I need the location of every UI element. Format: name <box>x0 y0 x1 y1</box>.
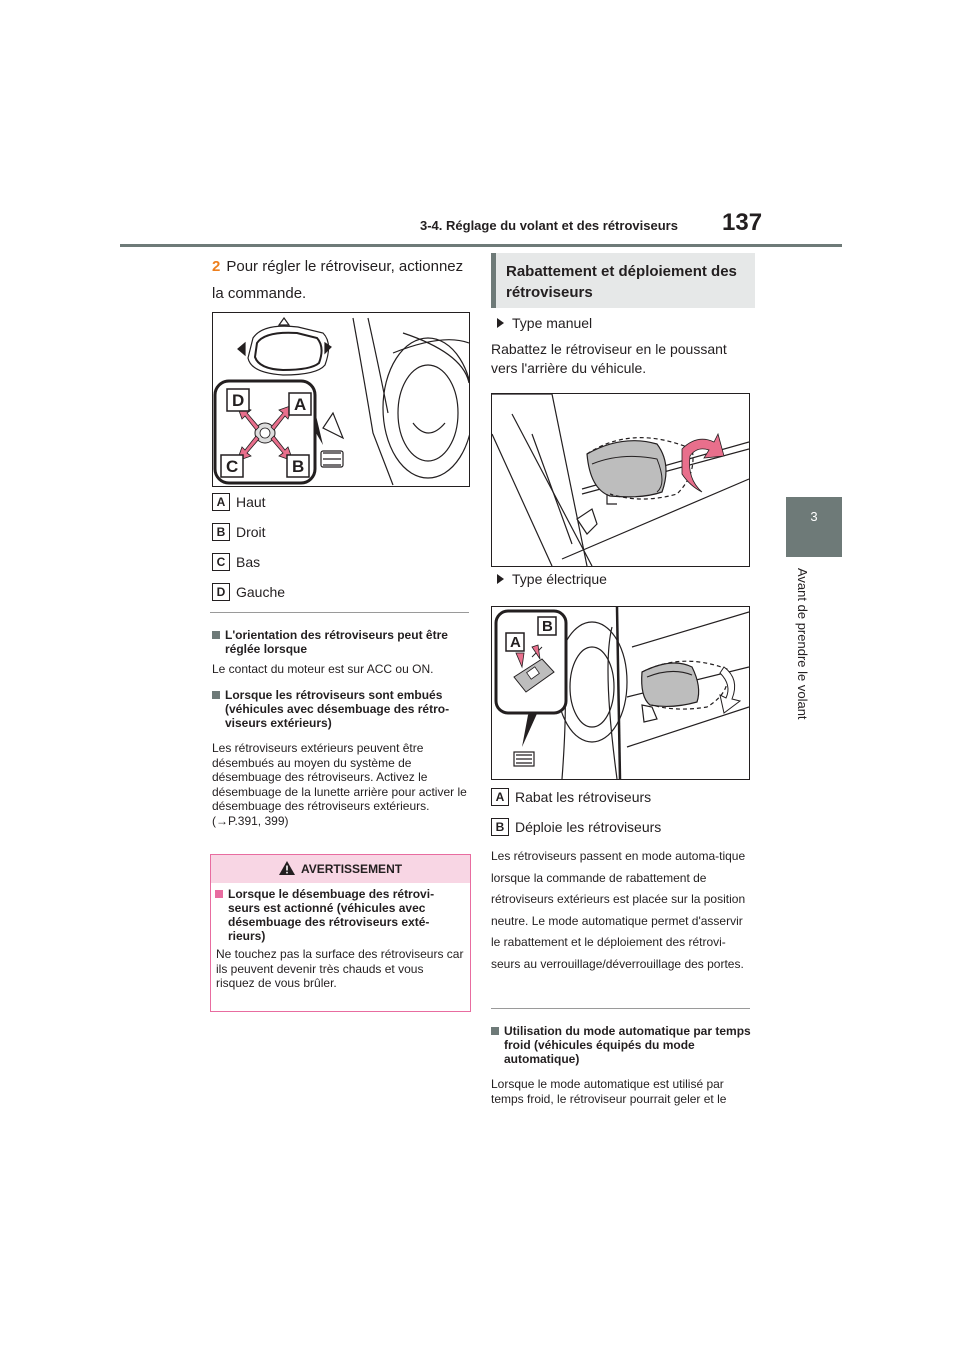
square-bullet-icon <box>212 691 220 699</box>
auto-mode-text: Les rétroviseurs passent en mode automa-tique lorsque la commande de rabattement de rétroviseurs extérieurs est placée sur la position neutre. Le mode automatique permet d'asservir le rabattement et le déploiement des rétrovi-seurs au verrouillage/déverrouillage des portes. <box>491 849 746 971</box>
step-number: 2 <box>212 258 221 275</box>
legend-key: A <box>212 493 230 511</box>
header-rule <box>120 244 842 247</box>
legend-key: D <box>212 583 230 601</box>
manual-text: Rabattez le rétroviseur en le poussant vers l'arrière du véhicule. <box>491 341 727 376</box>
warning-icon <box>279 861 295 875</box>
fig1-label-c: C <box>226 457 239 476</box>
legend-item <box>212 583 285 601</box>
fig3-label-a: A <box>510 634 521 651</box>
fig1-label-a: A <box>294 395 307 414</box>
divider <box>491 1008 750 1009</box>
triangle-bullet-icon <box>497 318 504 328</box>
divider <box>210 612 469 613</box>
triangle-bullet-icon <box>497 574 504 584</box>
legend-item <box>212 493 266 511</box>
note-text: Les rétroviseurs extérieurs peuvent être désembués au moyen du système de désembuage des rétroviseurs. Activez le désembuage de la lunette arrière pour activer le désembuage des rétroviseurs extérieurs. (→P.391, 399) <box>212 741 467 828</box>
legend-key: B <box>212 523 230 541</box>
legend-key: B <box>491 818 509 836</box>
legend-label: Rabat les rétroviseurs <box>515 789 652 805</box>
electric-fold-figure <box>491 606 750 780</box>
mirror-adjust-figure <box>212 312 470 487</box>
warning-text: Ne touchez pas la surface des rétroviseurs car ils peuvent devenir très chauds et vous risquez de vous brûler. <box>216 947 464 990</box>
fig1-label-b: B <box>292 457 305 476</box>
chapter-number: 3 <box>810 509 818 524</box>
note-heading: L'orientation des rétroviseurs peut être réglée lorsque <box>212 628 468 656</box>
section-header-title: Rabattement et déploiement des rétroviseurs <box>506 263 737 301</box>
legend-label: Droit <box>236 524 266 540</box>
note-text: Lorsque le mode automatique est utilisé par temps froid, le rétroviseur pourrait geler et le <box>491 1077 727 1106</box>
legend-label: Déploie les rétroviseurs <box>515 819 662 835</box>
square-bullet-icon <box>212 631 220 639</box>
chapter-tab <box>786 497 842 557</box>
section-header <box>491 253 755 308</box>
subsection-manual: Type manuel <box>493 315 592 331</box>
step-text: Pour régler le rétroviseur, actionnez la commande. <box>212 258 464 302</box>
warning-header <box>211 855 470 883</box>
subsection-electric: Type électrique <box>493 571 607 587</box>
square-bullet-icon <box>491 1027 499 1035</box>
legend-label: Bas <box>236 554 261 570</box>
legend-key: C <box>212 553 230 571</box>
legend-item <box>491 788 651 806</box>
step-2 <box>212 253 470 307</box>
note-text: Le contact du moteur est sur ACC ou ON. <box>212 662 434 676</box>
warning-box <box>210 854 471 1012</box>
note-heading: Utilisation du mode automatique par temps froid (véhicules équipés du mode automatique) <box>491 1024 753 1066</box>
fig1-label-d: D <box>232 391 245 410</box>
note-heading: Lorsque les rétroviseurs sont embués (véhicules avec désembuage des rétro-viseurs extérieurs) <box>212 688 468 730</box>
warning-title: AVERTISSEMENT <box>300 862 403 876</box>
warning-heading: Lorsque le désembuage des rétrovi-seurs est actionné (véhicules avec désembuage des rétroviseurs exté-rieurs) <box>211 883 470 943</box>
fig3-label-b: B <box>542 618 553 635</box>
legend-item <box>491 818 661 836</box>
legend-item <box>212 553 260 571</box>
manual-fold-figure <box>491 393 750 567</box>
chapter-title: Avant de prendre le volant <box>795 568 810 720</box>
section-title: 3-4. Réglage du volant et des rétroviseurs <box>420 218 678 233</box>
legend-label: Haut <box>236 494 266 510</box>
legend-label: Gauche <box>236 584 286 600</box>
legend-key: A <box>491 788 509 806</box>
square-bullet-icon <box>215 890 223 898</box>
legend-item <box>212 523 266 541</box>
page-number: 137 <box>722 209 763 236</box>
